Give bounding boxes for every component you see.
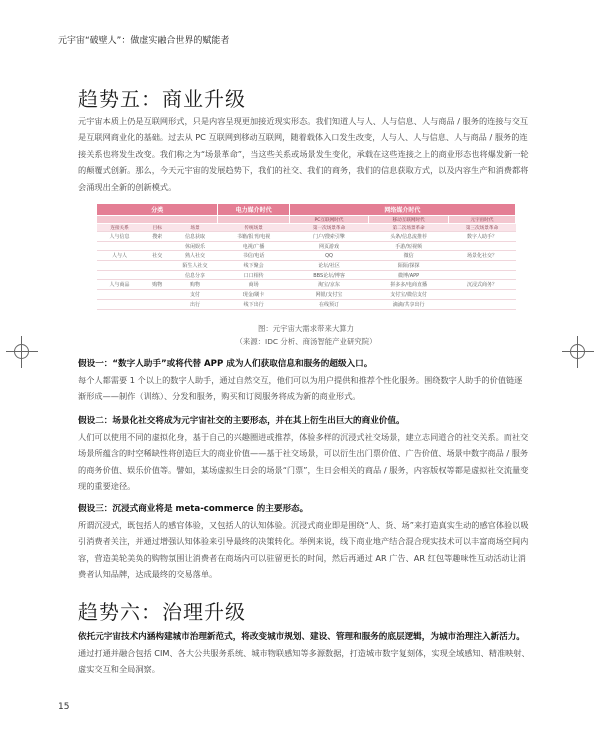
table-cell: 搜索: [143, 232, 172, 242]
table-cell: 网页游戏: [289, 241, 369, 251]
registration-mark-left: [12, 342, 32, 362]
table-cell: [97, 261, 143, 271]
section5-title: 趋势五：商业升级: [78, 87, 246, 111]
table-era-header: PC互联网时代: [289, 216, 369, 224]
table-cell: 场景化社交？: [448, 251, 515, 261]
running-header: 元宇宙“破壁人”：做虚实融合世界的赋能者: [58, 36, 230, 46]
table-cell: [97, 290, 143, 300]
table-cell: [448, 270, 515, 280]
section6-body: 通过打通并融合包括 CIM、各大公共服务系统、城市物联感知等多源数据，打造城市数字复刻体，实现全域感知、精准映射、虚实交互和全局洞察。: [78, 648, 530, 675]
table-row: [97, 290, 516, 300]
table-cell: BBS论坛/博客: [289, 270, 369, 280]
table-group-header: 网络媒介时代: [289, 204, 515, 216]
table-cell: 在线预订: [289, 299, 369, 309]
table-cell: 论坛/社区: [289, 261, 369, 271]
table-sub-header: 传统场景: [218, 224, 289, 232]
section6-lead: 依托元宇宙技术内涵构建城市治理新范式，将改变城市规划、建设、管理和服务的底层逻辑，为城市治理注入新活力。: [78, 632, 525, 642]
table-row: [97, 299, 516, 309]
table-cell: 购物: [143, 280, 172, 290]
table-sub-header: 第二次场景革命: [369, 224, 449, 232]
hypothesis-2-body: 人们可以使用不同的虚拟化身，基于自己的兴趣圈进或推荐，体验多样的沉浸式社交场景，建立志同道合的社交关系。而社交场景所蕴含的时空稀缺性将创造巨大的商业价值——基于社交场景，可以衍生出门票价值、广告价值、场景中数字商品 / 服务的商务价值、娱乐价值等。譬如，某场虚拟生日会的场景“门票”，生日会相关的商品 / 服务，内容版权等都是虚拟社交流量变现的重要途径。: [78, 432, 529, 492]
table-era-header: [218, 216, 289, 224]
table-era-header-row: [97, 216, 516, 224]
table-cell: [448, 290, 515, 300]
table-cell: 陌陌/探探: [369, 261, 449, 271]
hypothesis-2-lead: 假设二：场景化社交将成为元宇宙社交的主要形态，并在其上衍生出巨大的商业价值。: [78, 416, 405, 426]
table-cell: 信息获取: [172, 232, 218, 242]
table-cell: 社交: [143, 251, 172, 261]
figure-source: （来源：IDC 分析、商汤智能产业研究院）: [235, 337, 377, 346]
figure-caption: 图：元宇宙大需求带来大算力: [257, 324, 355, 333]
table-sub-header: 第一次场景革命: [289, 224, 369, 232]
table-cell: 微信: [369, 251, 449, 261]
table-cell: 人与人: [97, 251, 143, 261]
table-era-header: 元宇宙时代: [448, 216, 515, 224]
table-row: [97, 261, 516, 271]
table-cell: [143, 241, 172, 251]
table-sub-header: 第三次场景革命: [448, 224, 515, 232]
table-cell: 口口相传: [218, 270, 289, 280]
table-cell: 线下聚会: [218, 261, 289, 271]
table-cell: 数字人助手？: [448, 232, 515, 242]
table-cell: 支付宝/微信支付: [369, 290, 449, 300]
table-cell: 拼多多/电商直播: [369, 280, 449, 290]
table-group-header: 分类: [97, 204, 218, 216]
registration-mark-right: [568, 342, 588, 362]
table-cell: 网银/支付宝: [289, 290, 369, 300]
table-cell: 书籍/报刊/电视: [218, 232, 289, 242]
table-row: [97, 251, 516, 261]
table-cell: 沉浸式商务？: [448, 280, 515, 290]
table-cell: 陌生人社交: [172, 261, 218, 271]
table-cell: 线下出行: [218, 299, 289, 309]
table-cell: 商场: [218, 280, 289, 290]
table-row: [97, 232, 516, 242]
table-cell: 熟人社交: [172, 251, 218, 261]
table-group-header: 电力媒介时代: [218, 204, 289, 216]
table-cell: 书信/电话: [218, 251, 289, 261]
table-cell: 支付: [172, 290, 218, 300]
table-cell: [448, 299, 515, 309]
scene-revolution-table: [96, 203, 516, 310]
table-cell: 人与商品: [97, 280, 143, 290]
table-cell: 手游/短视频: [369, 241, 449, 251]
table-cell: 购物: [172, 280, 218, 290]
hypothesis-1-lead: 假设一：“数字人助手”或将代替 APP 成为人们获取信息和服务的超级入口。: [78, 359, 373, 369]
table-cell: [448, 241, 515, 251]
table-cell: 微博/APP: [369, 270, 449, 280]
table-row: [97, 241, 516, 251]
table-sub-header: 连接关系: [97, 224, 143, 232]
table-cell: QQ: [289, 251, 369, 261]
table-cell: 休闲娱乐: [172, 241, 218, 251]
hypothesis-1-body: 每个人都需要 1 个以上的数字人助手，通过自然交互，他们可以为用户提供和推荐个性化服务。围绕数字人助手的价值链逐渐形成——制作（训练）、分发和服务，购买和订阅服务将成为新的商业形式。: [78, 375, 523, 402]
table-sub-header-row: [97, 224, 516, 232]
section5-paragraph: 元宇宙本质上仍是互联网形式，只是内容呈现更加接近现实形态。我们知道人与人、人与信息、人与商品 / 服务的连接与交互是互联网商业化的基础。过去从 PC 互联网到移动互联网，随着载体入口发生改变，人与人、人与信息、人与商品 / 服务的连接关系也将发生改变。我们称之为“场景革命”，当这些关系或场景发生变化，承载在这些连接之上的商业形态也将爆发新一轮的颠覆式创新。那么，今天元宇宙的发展趋势下，我们的社交、我们的商务，我们的信息获取方式，以及内容生产和消费都将会涌现出全新的创新模式。: [78, 116, 529, 192]
table-cell: 现金/刷卡: [218, 290, 289, 300]
table-cell: [143, 261, 172, 271]
table-row: [97, 270, 516, 280]
table-sub-header: 场景: [172, 224, 218, 232]
table-cell: 淘宝/京东: [289, 280, 369, 290]
table-cell: 头条/信息流推荐: [369, 232, 449, 242]
section6-title: 趋势六：治理升级: [78, 600, 246, 624]
table-era-header: 移动互联网时代: [369, 216, 449, 224]
table-cell: 电视/广播: [218, 241, 289, 251]
table-cell: [97, 270, 143, 280]
hypothesis-3-body: 所谓沉浸式，既包括人的感官体验，又包括人的认知体验。沉浸式商业即是围绕“人、货、场”来打造真实生动的感官体验以吸引消费者关注，并通过增强认知体验来引导最终的决策转化。举例来说，线下商业地产结合混合现实技术可以丰富商场空间内容，营造美轮美奂的购物氛围让消费者在商场内可以驻留更长的时间，然后再通过 AR 广告、AR 红包等趣味性互动活动让消费者认知品牌，达成最终的交易落单。: [78, 520, 529, 580]
table-cell: [97, 241, 143, 251]
table-cell: 滴滴/共享出行: [369, 299, 449, 309]
table-cell: [448, 261, 515, 271]
table-group-header-row: [97, 204, 516, 216]
page-number: 15: [58, 702, 70, 712]
table-cell: 门户/搜索引擎: [289, 232, 369, 242]
table-cell: [143, 290, 172, 300]
table-era-header: [97, 216, 218, 224]
table-cell: [143, 299, 172, 309]
table-cell: 信息分享: [172, 270, 218, 280]
table-cell: 出行: [172, 299, 218, 309]
table-row: [97, 280, 516, 290]
table-cell: 人与信息: [97, 232, 143, 242]
table-sub-header: 目标: [143, 224, 172, 232]
table-cell: [97, 299, 143, 309]
table-cell: [143, 270, 172, 280]
hypothesis-3-lead: 假设三：沉浸式商业将是 meta-commerce 的主要形态。: [78, 504, 309, 514]
